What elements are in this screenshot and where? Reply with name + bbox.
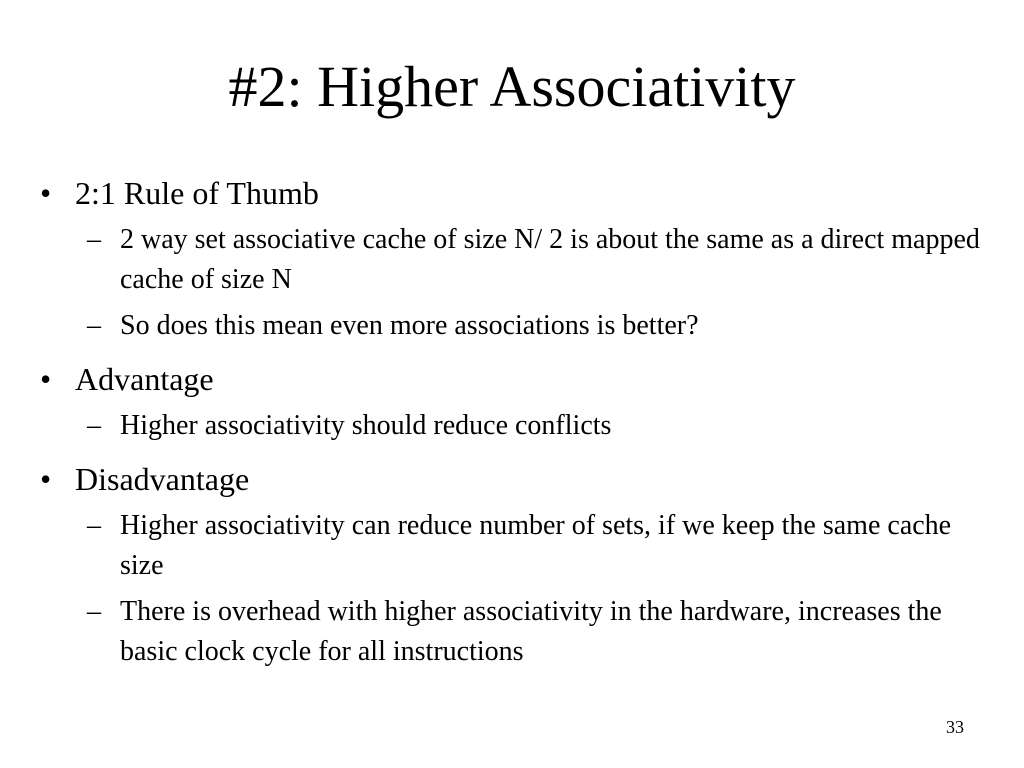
sub-bullet-text: 2 way set associative cache of size N/ 2 is about the same as a direct mapped cache of size N [120, 224, 980, 295]
sub-bullet-marker: – [87, 224, 101, 255]
sub-bullet-item [40, 406, 980, 446]
bullet-text: 2:1 Rule of Thumb [75, 175, 319, 211]
bullet-marker: • [40, 461, 52, 497]
sub-bullet-marker: – [87, 310, 101, 341]
sub-bullet-item [40, 220, 980, 300]
bullet-list [40, 172, 980, 672]
page-number: 33 [946, 717, 964, 737]
slide-title: #2: Higher Associativity [228, 54, 796, 119]
sub-bullet-text: So does this mean even more associations is better? [120, 310, 699, 341]
bullet-marker: • [40, 361, 52, 397]
sub-bullet-text: Higher associativity can reduce number of sets, if we keep the same cache size [120, 510, 952, 581]
bullet-text: Advantage [75, 361, 214, 397]
bullet-text: Disadvantage [75, 461, 250, 497]
bullet-item [40, 458, 980, 500]
sub-bullet-marker: – [87, 596, 101, 627]
sub-bullet-item [40, 306, 980, 346]
sub-bullet-text: Higher associativity should reduce conflicts [120, 410, 612, 441]
sub-bullet-item [40, 592, 980, 672]
bullet-item [40, 172, 980, 214]
sub-bullet-marker: – [87, 410, 101, 441]
sub-bullet-item [40, 506, 980, 586]
bullet-marker: • [40, 175, 52, 211]
sub-bullet-text: There is overhead with higher associativity in the hardware, increases the basic clock cycle for all instructions [120, 596, 942, 667]
sub-bullet-marker: – [87, 510, 101, 541]
bullet-item [40, 358, 980, 400]
